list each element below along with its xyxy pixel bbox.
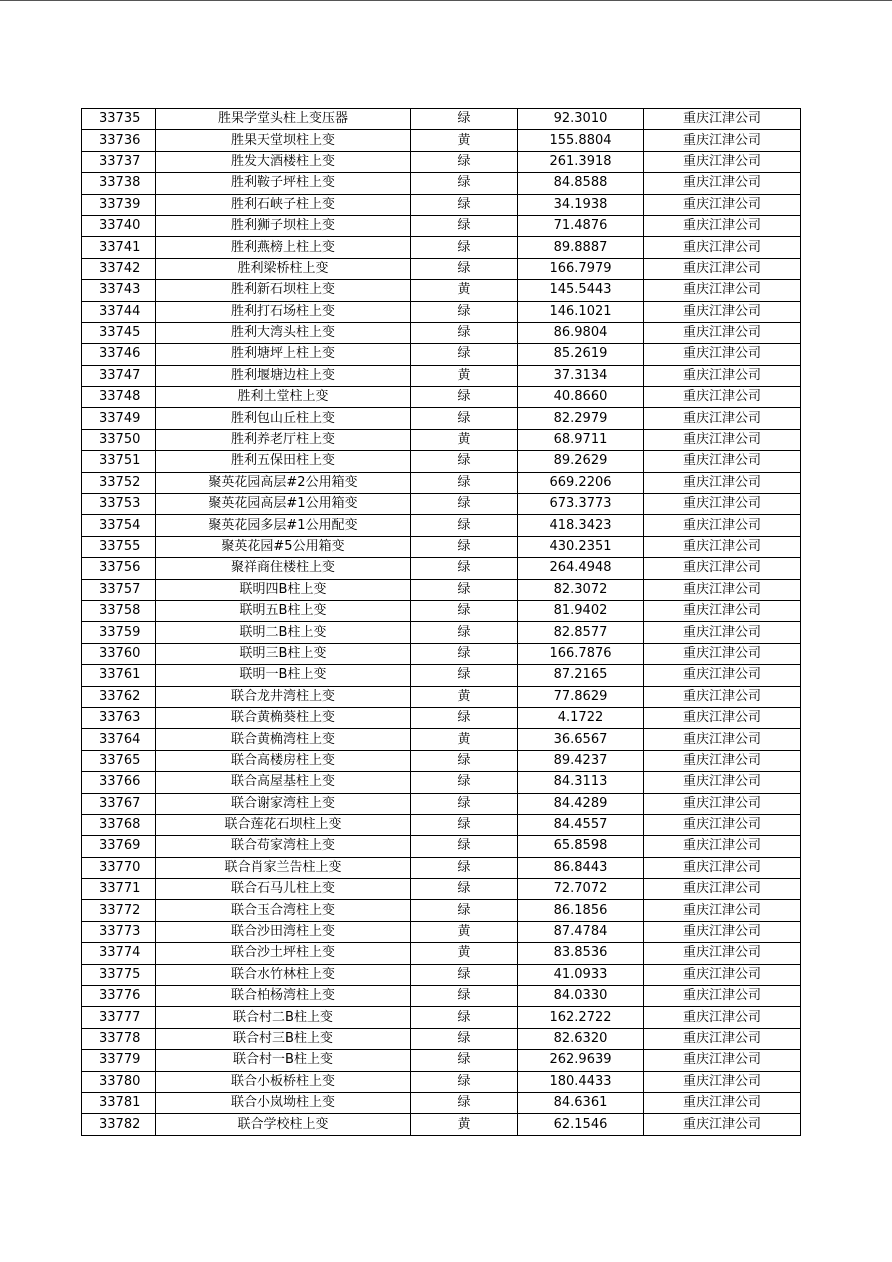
row-value-cell: 68.9711 bbox=[518, 429, 644, 450]
row-name-cell: 胜利打石场柱上变 bbox=[156, 301, 411, 322]
row-status-cell: 绿 bbox=[411, 1050, 518, 1071]
row-id-cell: 33777 bbox=[82, 1007, 156, 1028]
row-status-cell: 绿 bbox=[411, 900, 518, 921]
table-row bbox=[82, 429, 801, 450]
row-status-cell: 绿 bbox=[411, 151, 518, 172]
row-status-cell: 绿 bbox=[411, 258, 518, 279]
row-name-cell: 聚祥商住楼柱上变 bbox=[156, 558, 411, 579]
row-company-cell: 重庆江津公司 bbox=[644, 1071, 801, 1092]
table-row bbox=[82, 536, 801, 557]
table-row bbox=[82, 173, 801, 194]
row-status-cell: 绿 bbox=[411, 387, 518, 408]
row-status-cell: 绿 bbox=[411, 451, 518, 472]
row-name-cell: 联合柏杨湾柱上变 bbox=[156, 986, 411, 1007]
table-row bbox=[82, 707, 801, 728]
row-id-cell: 33770 bbox=[82, 857, 156, 878]
table-row bbox=[82, 643, 801, 664]
row-name-cell: 联合沙土坪柱上变 bbox=[156, 943, 411, 964]
row-id-cell: 33759 bbox=[82, 622, 156, 643]
row-value-cell: 86.8443 bbox=[518, 857, 644, 878]
row-status-cell: 绿 bbox=[411, 301, 518, 322]
row-company-cell: 重庆江津公司 bbox=[644, 772, 801, 793]
row-status-cell: 绿 bbox=[411, 579, 518, 600]
row-value-cell: 87.4784 bbox=[518, 921, 644, 942]
row-name-cell: 聚英花园多层#1公用配变 bbox=[156, 515, 411, 536]
row-value-cell: 65.8598 bbox=[518, 836, 644, 857]
row-company-cell: 重庆江津公司 bbox=[644, 173, 801, 194]
table-body bbox=[82, 109, 801, 1136]
row-status-cell: 绿 bbox=[411, 600, 518, 621]
row-company-cell: 重庆江津公司 bbox=[644, 237, 801, 258]
row-name-cell: 联明五B柱上变 bbox=[156, 600, 411, 621]
row-status-cell: 绿 bbox=[411, 1007, 518, 1028]
row-name-cell: 联合村二B柱上变 bbox=[156, 1007, 411, 1028]
row-id-cell: 33781 bbox=[82, 1092, 156, 1113]
table-row bbox=[82, 322, 801, 343]
row-name-cell: 胜利塘坪上柱上变 bbox=[156, 344, 411, 365]
row-value-cell: 89.4237 bbox=[518, 750, 644, 771]
row-company-cell: 重庆江津公司 bbox=[644, 280, 801, 301]
table-row bbox=[82, 986, 801, 1007]
row-id-cell: 33767 bbox=[82, 793, 156, 814]
row-value-cell: 418.3423 bbox=[518, 515, 644, 536]
table-row bbox=[82, 1071, 801, 1092]
row-value-cell: 89.8887 bbox=[518, 237, 644, 258]
row-company-cell: 重庆江津公司 bbox=[644, 387, 801, 408]
row-name-cell: 聚英花园#5公用箱变 bbox=[156, 536, 411, 557]
row-value-cell: 180.4433 bbox=[518, 1071, 644, 1092]
row-value-cell: 89.2629 bbox=[518, 451, 644, 472]
row-status-cell: 绿 bbox=[411, 793, 518, 814]
row-name-cell: 联合小板桥柱上变 bbox=[156, 1071, 411, 1092]
row-id-cell: 33761 bbox=[82, 665, 156, 686]
row-id-cell: 33738 bbox=[82, 173, 156, 194]
row-id-cell: 33754 bbox=[82, 515, 156, 536]
row-id-cell: 33751 bbox=[82, 451, 156, 472]
row-id-cell: 33778 bbox=[82, 1028, 156, 1049]
row-id-cell: 33779 bbox=[82, 1050, 156, 1071]
row-value-cell: 84.4557 bbox=[518, 814, 644, 835]
row-name-cell: 胜利大湾头柱上变 bbox=[156, 322, 411, 343]
row-company-cell: 重庆江津公司 bbox=[644, 857, 801, 878]
row-company-cell: 重庆江津公司 bbox=[644, 194, 801, 215]
row-status-cell: 绿 bbox=[411, 707, 518, 728]
row-value-cell: 264.4948 bbox=[518, 558, 644, 579]
table-row bbox=[82, 301, 801, 322]
table-row bbox=[82, 836, 801, 857]
row-value-cell: 261.3918 bbox=[518, 151, 644, 172]
row-id-cell: 33750 bbox=[82, 429, 156, 450]
row-value-cell: 262.9639 bbox=[518, 1050, 644, 1071]
row-status-cell: 绿 bbox=[411, 515, 518, 536]
row-company-cell: 重庆江津公司 bbox=[644, 1050, 801, 1071]
row-status-cell: 黄 bbox=[411, 280, 518, 301]
row-name-cell: 胜利鞍子坪柱上变 bbox=[156, 173, 411, 194]
row-id-cell: 33769 bbox=[82, 836, 156, 857]
row-value-cell: 83.8536 bbox=[518, 943, 644, 964]
row-name-cell: 胜果学堂头柱上变压器 bbox=[156, 109, 411, 130]
row-value-cell: 84.8588 bbox=[518, 173, 644, 194]
row-id-cell: 33755 bbox=[82, 536, 156, 557]
row-value-cell: 146.1021 bbox=[518, 301, 644, 322]
row-value-cell: 4.1722 bbox=[518, 707, 644, 728]
row-value-cell: 92.3010 bbox=[518, 109, 644, 130]
row-id-cell: 33745 bbox=[82, 322, 156, 343]
row-company-cell: 重庆江津公司 bbox=[644, 322, 801, 343]
row-id-cell: 33782 bbox=[82, 1114, 156, 1135]
row-name-cell: 胜利石峡子柱上变 bbox=[156, 194, 411, 215]
row-id-cell: 33748 bbox=[82, 387, 156, 408]
row-company-cell: 重庆江津公司 bbox=[644, 836, 801, 857]
row-id-cell: 33739 bbox=[82, 194, 156, 215]
table-row bbox=[82, 579, 801, 600]
row-company-cell: 重庆江津公司 bbox=[644, 472, 801, 493]
row-status-cell: 黄 bbox=[411, 686, 518, 707]
table-row bbox=[82, 344, 801, 365]
row-company-cell: 重庆江津公司 bbox=[644, 451, 801, 472]
row-id-cell: 33766 bbox=[82, 772, 156, 793]
table-row bbox=[82, 280, 801, 301]
row-name-cell: 联合沙田湾柱上变 bbox=[156, 921, 411, 942]
row-value-cell: 82.2979 bbox=[518, 408, 644, 429]
row-status-cell: 绿 bbox=[411, 237, 518, 258]
row-name-cell: 联合肖家兰告柱上变 bbox=[156, 857, 411, 878]
table-row bbox=[82, 750, 801, 771]
row-status-cell: 黄 bbox=[411, 429, 518, 450]
row-company-cell: 重庆江津公司 bbox=[644, 1092, 801, 1113]
row-value-cell: 162.2722 bbox=[518, 1007, 644, 1028]
row-id-cell: 33749 bbox=[82, 408, 156, 429]
row-status-cell: 绿 bbox=[411, 857, 518, 878]
table-row bbox=[82, 1007, 801, 1028]
row-value-cell: 166.7876 bbox=[518, 643, 644, 664]
row-id-cell: 33765 bbox=[82, 750, 156, 771]
row-status-cell: 黄 bbox=[411, 1114, 518, 1135]
row-company-cell: 重庆江津公司 bbox=[644, 1114, 801, 1135]
row-status-cell: 绿 bbox=[411, 1071, 518, 1092]
table-row bbox=[82, 1028, 801, 1049]
table-row bbox=[82, 365, 801, 386]
row-status-cell: 绿 bbox=[411, 643, 518, 664]
table-row bbox=[82, 558, 801, 579]
row-value-cell: 82.8577 bbox=[518, 622, 644, 643]
row-value-cell: 41.0933 bbox=[518, 964, 644, 985]
row-company-cell: 重庆江津公司 bbox=[644, 665, 801, 686]
table-row bbox=[82, 793, 801, 814]
row-id-cell: 33763 bbox=[82, 707, 156, 728]
row-value-cell: 37.3134 bbox=[518, 365, 644, 386]
row-id-cell: 33735 bbox=[82, 109, 156, 130]
row-company-cell: 重庆江津公司 bbox=[644, 622, 801, 643]
row-value-cell: 62.1546 bbox=[518, 1114, 644, 1135]
row-value-cell: 72.7072 bbox=[518, 879, 644, 900]
row-id-cell: 33741 bbox=[82, 237, 156, 258]
row-name-cell: 联合莲花石坝柱上变 bbox=[156, 814, 411, 835]
table-row bbox=[82, 814, 801, 835]
row-company-cell: 重庆江津公司 bbox=[644, 408, 801, 429]
row-id-cell: 33764 bbox=[82, 729, 156, 750]
table-row bbox=[82, 1050, 801, 1071]
row-company-cell: 重庆江津公司 bbox=[644, 579, 801, 600]
table-row bbox=[82, 600, 801, 621]
row-name-cell: 胜发大酒楼柱上变 bbox=[156, 151, 411, 172]
row-status-cell: 绿 bbox=[411, 408, 518, 429]
row-name-cell: 联合龙井湾柱上变 bbox=[156, 686, 411, 707]
table-row bbox=[82, 494, 801, 515]
row-company-cell: 重庆江津公司 bbox=[644, 130, 801, 151]
row-id-cell: 33774 bbox=[82, 943, 156, 964]
transformer-table bbox=[81, 108, 801, 1136]
table-row bbox=[82, 665, 801, 686]
row-value-cell: 84.0330 bbox=[518, 986, 644, 1007]
row-company-cell: 重庆江津公司 bbox=[644, 536, 801, 557]
row-name-cell: 联合黄桷葵柱上变 bbox=[156, 707, 411, 728]
top-border-line bbox=[0, 0, 892, 1]
row-name-cell: 胜利养老厅柱上变 bbox=[156, 429, 411, 450]
table-row bbox=[82, 622, 801, 643]
row-name-cell: 胜利狮子坝柱上变 bbox=[156, 215, 411, 236]
table-row bbox=[82, 772, 801, 793]
row-name-cell: 联合苟家湾柱上变 bbox=[156, 836, 411, 857]
row-company-cell: 重庆江津公司 bbox=[644, 1028, 801, 1049]
row-name-cell: 联合玉合湾柱上变 bbox=[156, 900, 411, 921]
row-status-cell: 绿 bbox=[411, 344, 518, 365]
row-value-cell: 87.2165 bbox=[518, 665, 644, 686]
table-row bbox=[82, 215, 801, 236]
table-row bbox=[82, 729, 801, 750]
row-id-cell: 33775 bbox=[82, 964, 156, 985]
row-value-cell: 71.4876 bbox=[518, 215, 644, 236]
table-row bbox=[82, 151, 801, 172]
row-id-cell: 33772 bbox=[82, 900, 156, 921]
row-id-cell: 33757 bbox=[82, 579, 156, 600]
row-company-cell: 重庆江津公司 bbox=[644, 750, 801, 771]
row-name-cell: 聚英花园高层#1公用箱变 bbox=[156, 494, 411, 515]
row-id-cell: 33747 bbox=[82, 365, 156, 386]
row-status-cell: 绿 bbox=[411, 665, 518, 686]
table-row bbox=[82, 515, 801, 536]
row-name-cell: 胜利五保田柱上变 bbox=[156, 451, 411, 472]
table-row bbox=[82, 879, 801, 900]
row-status-cell: 黄 bbox=[411, 729, 518, 750]
row-name-cell: 联合石马儿柱上变 bbox=[156, 879, 411, 900]
row-company-cell: 重庆江津公司 bbox=[644, 515, 801, 536]
row-company-cell: 重庆江津公司 bbox=[644, 943, 801, 964]
row-company-cell: 重庆江津公司 bbox=[644, 986, 801, 1007]
row-status-cell: 黄 bbox=[411, 130, 518, 151]
table-row bbox=[82, 194, 801, 215]
row-company-cell: 重庆江津公司 bbox=[644, 215, 801, 236]
row-id-cell: 33776 bbox=[82, 986, 156, 1007]
row-name-cell: 胜利土堂柱上变 bbox=[156, 387, 411, 408]
row-id-cell: 33771 bbox=[82, 879, 156, 900]
row-status-cell: 绿 bbox=[411, 964, 518, 985]
table-row bbox=[82, 472, 801, 493]
row-company-cell: 重庆江津公司 bbox=[644, 964, 801, 985]
row-id-cell: 33736 bbox=[82, 130, 156, 151]
row-value-cell: 36.6567 bbox=[518, 729, 644, 750]
row-value-cell: 673.3773 bbox=[518, 494, 644, 515]
row-name-cell: 联合高楼房柱上变 bbox=[156, 750, 411, 771]
table-row bbox=[82, 921, 801, 942]
row-value-cell: 81.9402 bbox=[518, 600, 644, 621]
row-status-cell: 绿 bbox=[411, 215, 518, 236]
table-row bbox=[82, 408, 801, 429]
row-name-cell: 联合黄桷湾柱上变 bbox=[156, 729, 411, 750]
row-value-cell: 77.8629 bbox=[518, 686, 644, 707]
row-id-cell: 33758 bbox=[82, 600, 156, 621]
row-status-cell: 绿 bbox=[411, 836, 518, 857]
row-id-cell: 33740 bbox=[82, 215, 156, 236]
row-name-cell: 联合谢家湾柱上变 bbox=[156, 793, 411, 814]
row-value-cell: 155.8804 bbox=[518, 130, 644, 151]
row-name-cell: 胜利包山丘柱上变 bbox=[156, 408, 411, 429]
row-status-cell: 黄 bbox=[411, 943, 518, 964]
row-status-cell: 绿 bbox=[411, 536, 518, 557]
row-id-cell: 33780 bbox=[82, 1071, 156, 1092]
row-id-cell: 33743 bbox=[82, 280, 156, 301]
row-name-cell: 聚英花园高层#2公用箱变 bbox=[156, 472, 411, 493]
row-company-cell: 重庆江津公司 bbox=[644, 109, 801, 130]
row-value-cell: 40.8660 bbox=[518, 387, 644, 408]
row-company-cell: 重庆江津公司 bbox=[644, 301, 801, 322]
row-status-cell: 绿 bbox=[411, 986, 518, 1007]
row-company-cell: 重庆江津公司 bbox=[644, 494, 801, 515]
row-value-cell: 145.5443 bbox=[518, 280, 644, 301]
row-status-cell: 绿 bbox=[411, 879, 518, 900]
row-status-cell: 绿 bbox=[411, 173, 518, 194]
row-company-cell: 重庆江津公司 bbox=[644, 814, 801, 835]
row-status-cell: 绿 bbox=[411, 814, 518, 835]
row-name-cell: 胜利燕榜上柱上变 bbox=[156, 237, 411, 258]
row-value-cell: 84.6361 bbox=[518, 1092, 644, 1113]
row-status-cell: 绿 bbox=[411, 494, 518, 515]
row-value-cell: 85.2619 bbox=[518, 344, 644, 365]
row-company-cell: 重庆江津公司 bbox=[644, 344, 801, 365]
row-status-cell: 黄 bbox=[411, 921, 518, 942]
row-id-cell: 33762 bbox=[82, 686, 156, 707]
row-id-cell: 33773 bbox=[82, 921, 156, 942]
row-company-cell: 重庆江津公司 bbox=[644, 365, 801, 386]
row-name-cell: 联明一B柱上变 bbox=[156, 665, 411, 686]
row-value-cell: 669.2206 bbox=[518, 472, 644, 493]
row-company-cell: 重庆江津公司 bbox=[644, 258, 801, 279]
row-value-cell: 86.9804 bbox=[518, 322, 644, 343]
table-row bbox=[82, 109, 801, 130]
row-company-cell: 重庆江津公司 bbox=[644, 686, 801, 707]
table-row bbox=[82, 857, 801, 878]
row-value-cell: 84.3113 bbox=[518, 772, 644, 793]
row-id-cell: 33744 bbox=[82, 301, 156, 322]
row-company-cell: 重庆江津公司 bbox=[644, 729, 801, 750]
table-row bbox=[82, 1092, 801, 1113]
row-company-cell: 重庆江津公司 bbox=[644, 921, 801, 942]
row-id-cell: 33760 bbox=[82, 643, 156, 664]
row-id-cell: 33737 bbox=[82, 151, 156, 172]
row-value-cell: 82.3072 bbox=[518, 579, 644, 600]
row-id-cell: 33768 bbox=[82, 814, 156, 835]
row-status-cell: 绿 bbox=[411, 194, 518, 215]
row-name-cell: 胜利梁桥柱上变 bbox=[156, 258, 411, 279]
table-row bbox=[82, 387, 801, 408]
table-row bbox=[82, 943, 801, 964]
row-name-cell: 联合水竹林柱上变 bbox=[156, 964, 411, 985]
row-status-cell: 绿 bbox=[411, 558, 518, 579]
table-row bbox=[82, 130, 801, 151]
row-status-cell: 绿 bbox=[411, 772, 518, 793]
table-row bbox=[82, 686, 801, 707]
row-id-cell: 33756 bbox=[82, 558, 156, 579]
row-name-cell: 胜利堰塘边柱上变 bbox=[156, 365, 411, 386]
row-name-cell: 联合村三B柱上变 bbox=[156, 1028, 411, 1049]
row-status-cell: 绿 bbox=[411, 750, 518, 771]
table-row bbox=[82, 451, 801, 472]
row-value-cell: 86.1856 bbox=[518, 900, 644, 921]
row-company-cell: 重庆江津公司 bbox=[644, 151, 801, 172]
table-row bbox=[82, 1114, 801, 1135]
row-company-cell: 重庆江津公司 bbox=[644, 600, 801, 621]
row-name-cell: 联明二B柱上变 bbox=[156, 622, 411, 643]
row-id-cell: 33746 bbox=[82, 344, 156, 365]
row-value-cell: 34.1938 bbox=[518, 194, 644, 215]
table-row bbox=[82, 237, 801, 258]
row-status-cell: 绿 bbox=[411, 622, 518, 643]
row-company-cell: 重庆江津公司 bbox=[644, 429, 801, 450]
row-status-cell: 绿 bbox=[411, 1028, 518, 1049]
row-company-cell: 重庆江津公司 bbox=[644, 643, 801, 664]
row-name-cell: 联合村一B柱上变 bbox=[156, 1050, 411, 1071]
row-name-cell: 联明四B柱上变 bbox=[156, 579, 411, 600]
row-status-cell: 绿 bbox=[411, 109, 518, 130]
row-company-cell: 重庆江津公司 bbox=[644, 1007, 801, 1028]
row-name-cell: 联明三B柱上变 bbox=[156, 643, 411, 664]
row-company-cell: 重庆江津公司 bbox=[644, 707, 801, 728]
row-value-cell: 430.2351 bbox=[518, 536, 644, 557]
row-company-cell: 重庆江津公司 bbox=[644, 558, 801, 579]
row-name-cell: 胜果天堂坝柱上变 bbox=[156, 130, 411, 151]
row-company-cell: 重庆江津公司 bbox=[644, 900, 801, 921]
row-id-cell: 33742 bbox=[82, 258, 156, 279]
table-row bbox=[82, 258, 801, 279]
row-name-cell: 联合小岚坳柱上变 bbox=[156, 1092, 411, 1113]
table-row bbox=[82, 900, 801, 921]
row-name-cell: 胜利新石坝柱上变 bbox=[156, 280, 411, 301]
row-id-cell: 33753 bbox=[82, 494, 156, 515]
row-name-cell: 联合高屋基柱上变 bbox=[156, 772, 411, 793]
row-status-cell: 黄 bbox=[411, 365, 518, 386]
row-status-cell: 绿 bbox=[411, 322, 518, 343]
row-status-cell: 绿 bbox=[411, 472, 518, 493]
row-status-cell: 绿 bbox=[411, 1092, 518, 1113]
row-id-cell: 33752 bbox=[82, 472, 156, 493]
row-value-cell: 82.6320 bbox=[518, 1028, 644, 1049]
table-row bbox=[82, 964, 801, 985]
row-company-cell: 重庆江津公司 bbox=[644, 879, 801, 900]
row-name-cell: 联合学校柱上变 bbox=[156, 1114, 411, 1135]
row-company-cell: 重庆江津公司 bbox=[644, 793, 801, 814]
row-value-cell: 84.4289 bbox=[518, 793, 644, 814]
row-value-cell: 166.7979 bbox=[518, 258, 644, 279]
